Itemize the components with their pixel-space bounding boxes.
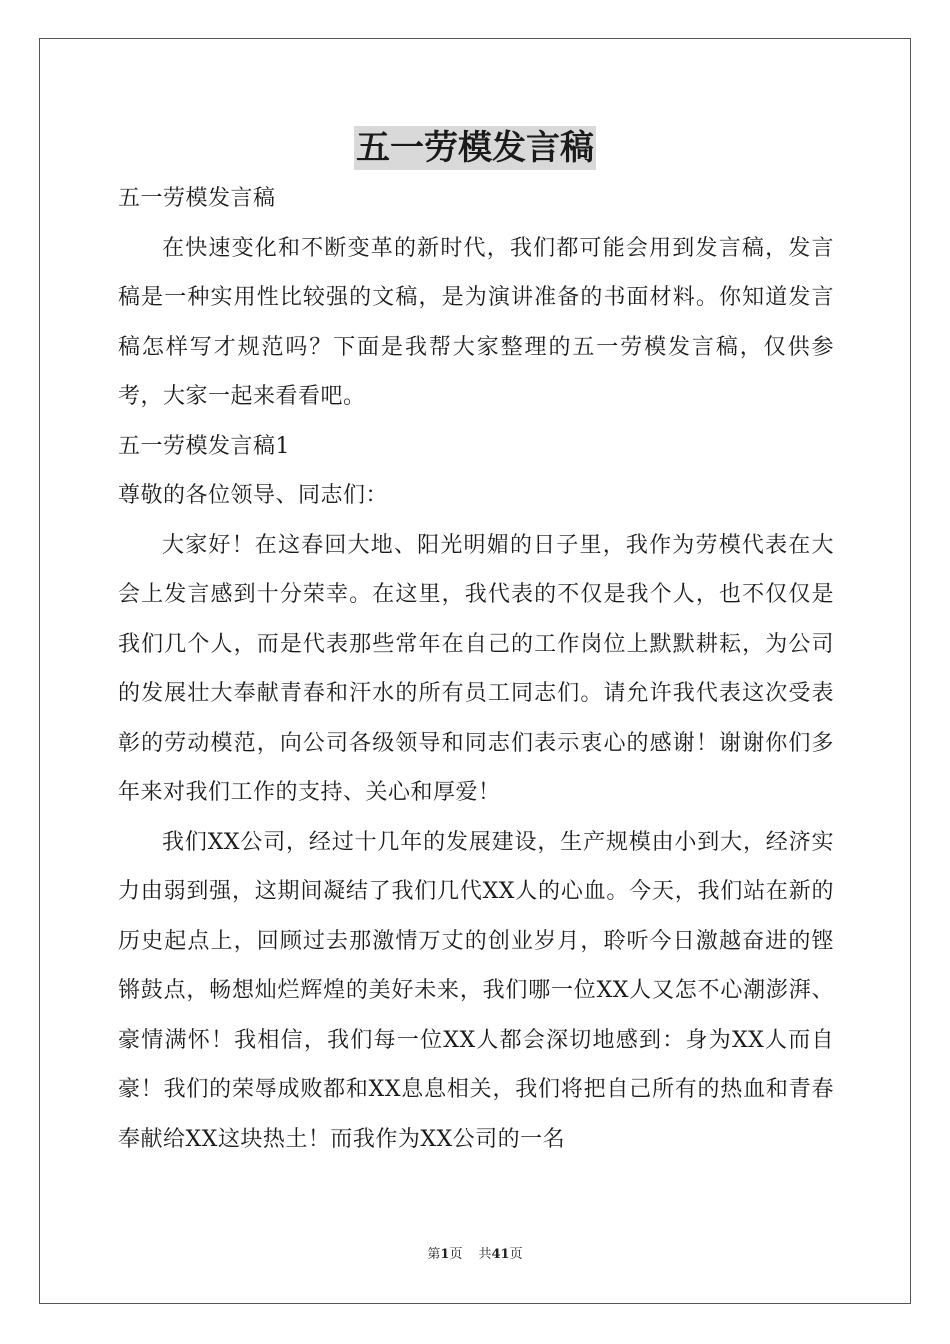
page-prefix: 第	[427, 1247, 441, 1262]
total-prefix: 共	[478, 1247, 492, 1262]
body-paragraph-2: 我们XX公司，经过十几年的发展建设，生产规模由小到大，经济实力由弱到强，这期间凝结了我们几代XX人的心血。今天，我们站在新的历史起点上，回顾过去那激情万丈的创业岁月，聆听今日激越奋进的铿锵鼓点，畅想灿烂辉煌的美好未来，我们哪一位XX人又怎不心潮澎湃、豪情满怀！我相信，我们每一位XX人都会深切地感到：身为XX人而自豪！我们的荣辱成败都和XX息息相关，我们将把自己所有的热血和青春奉献给XX这块热土！而我作为XX公司的一名	[118, 829, 834, 1152]
salutation: 尊敬的各位领导、同志们：	[118, 483, 389, 508]
total-suffix: 页	[509, 1247, 523, 1262]
page-number: 1	[440, 1247, 450, 1262]
body-paragraph-1: 大家好！在这春回大地、阳光明媚的日子里，我作为劳模代表在大会上发言感到十分荣幸。在这里，我代表的不仅是我个人，也不仅仅是我们几个人，而是代表那些常年在自己的工作岗位上默默耕耘，为公司的发展壮大奉献青春和汗水的所有员工同志们。请允许我代表这次受表彰的劳动模范，向公司各级领导和同志们表示衷心的感谢！谢谢你们多年来对我们工作的支持、关心和厚爱！	[118, 532, 834, 805]
section-heading: 五一劳模发言稿1	[118, 433, 290, 459]
intro-paragraph: 在快速变化和不断变革的新时代，我们都可能会用到发言稿，发言稿是一种实用性比较强的文稿，是为演讲准备的书面材料。你知道发言稿怎样写才规范吗？下面是我帮大家整理的五一劳模发言稿，仅供参考，大家一起来看看吧。	[118, 235, 834, 409]
document-body	[118, 174, 834, 1164]
page-suffix: 页	[449, 1247, 463, 1262]
page-footer	[0, 1246, 950, 1264]
document-title: 五一劳模发言稿	[356, 128, 594, 168]
title-container	[0, 126, 950, 170]
subtitle: 五一劳模发言稿	[118, 186, 276, 211]
total-pages: 41	[491, 1247, 510, 1262]
